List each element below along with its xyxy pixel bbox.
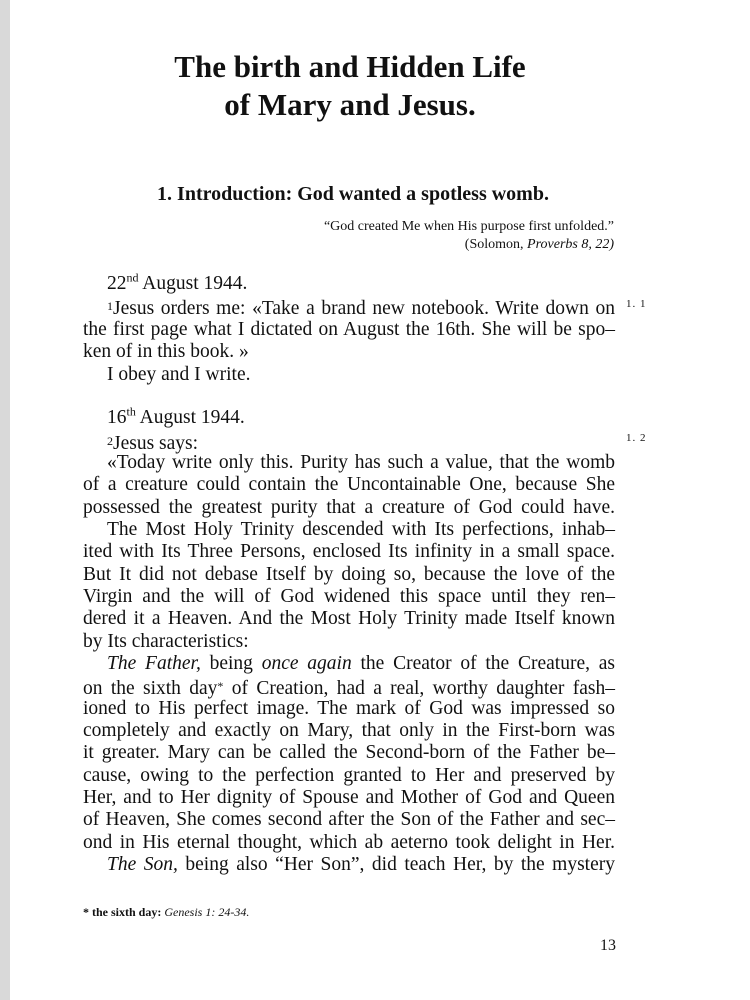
son-text: being also “Her Son”, did teach Her, by the mystery: [177, 854, 615, 875]
epigraph-source-prefix: (Solomon,: [464, 237, 528, 252]
page-number: 13: [600, 937, 616, 954]
father-line-4: completely and exactly on Mary, that only in the First-born was: [83, 720, 615, 741]
father-line-2-b: of Creation, had a real, worthy daughter fash–: [223, 678, 615, 699]
father-line-5: it greater. Mary can be called the Second-born of the Father be–: [83, 742, 615, 763]
title-line-1: The birth and Hidden Life: [174, 49, 526, 84]
page-edge-shadow: [0, 0, 10, 1000]
entry2-line-2: of a creature could contain the Uncontainable One, because She: [83, 474, 615, 495]
entry2-date-day: 16: [107, 407, 127, 428]
son-line-1: [83, 854, 615, 876]
entry2-date: [83, 404, 615, 429]
entry1-line-2: the first page what I dictated on August the 16th. She will be spo–: [83, 319, 615, 340]
entry1-margin-ref: 1. 1: [626, 298, 647, 310]
entry1-date: [83, 270, 615, 295]
epigraph-quote: “God created Me when His purpose first unfolded.”: [323, 219, 614, 234]
father-emph: once again: [261, 653, 352, 674]
entry2-line-4: The Most Holy Trinity descended with Its perfections, inhab–: [107, 519, 615, 540]
title-line-2: of Mary and Jesus.: [224, 87, 476, 122]
footnote-asterisk: *: [217, 679, 224, 693]
entry1-line-4: I obey and I write.: [107, 364, 251, 385]
entry1-date-suffix: nd: [126, 270, 139, 285]
father-line-7: Her, and to Her dignity of Spouse and Mother of God and Queen: [83, 787, 615, 808]
entry2-says-text: Jesus says:: [113, 433, 199, 454]
father-line-8: of Heaven, She comes second after the Son of the Father and sec–: [83, 809, 615, 830]
entry1-date-rest: August 1944.: [138, 273, 248, 294]
footnote-label: * the sixth day:: [83, 905, 162, 919]
entry1-line-3: ken of in this book. »: [83, 341, 249, 362]
section-heading: 1. Introduction: God wanted a spotless womb.: [157, 183, 549, 205]
father-text-b: the Creator of the Creature, as: [351, 653, 616, 674]
entry2-line-5: ited with Its Three Persons, enclosed Its infinity in a small space.: [83, 541, 615, 562]
entry2-marker: 2: [107, 434, 113, 448]
entry2-line-7: Virgin and the will of God widened this space until they ren–: [83, 586, 615, 607]
entry1-date-day: 22: [107, 273, 127, 294]
footnote: [83, 905, 249, 920]
father-line-9: ond in His eternal thought, which ab aeterno took delight in Her.: [83, 832, 615, 853]
father-line-2-a: on the sixth day: [83, 678, 218, 699]
father-line-3: ioned to His perfect image. The mark of God was impressed so: [83, 698, 615, 719]
entry2-line-8: dered it a Heaven. And the Most Holy Trinity made Itself known: [83, 608, 615, 629]
father-line-6: cause, owing to the perfection granted to Her and preserved by: [83, 765, 615, 786]
entry2-line-1: «Today write only this. Purity has such a value, that the womb: [107, 452, 615, 473]
entry2-date-suffix: th: [126, 404, 136, 419]
father-line-1: [83, 653, 615, 675]
entry2-line-9: by Its characteristics:: [83, 631, 249, 652]
entry2-date-rest: August 1944.: [135, 407, 245, 428]
epigraph-source: [0, 237, 614, 253]
father-label: The Father,: [107, 653, 201, 674]
entry1-marker: 1: [107, 299, 113, 313]
entry2-line-6: But It did not debase Itself by doing so, because the love of the: [83, 564, 615, 585]
father-text-a: being: [200, 653, 262, 674]
entry2-line-3: possessed the greatest purity that a creature of God could have.: [83, 497, 615, 518]
entry1-line-1-text: Jesus orders me: «Take a brand new notebook. Write down on: [113, 298, 615, 319]
footnote-ref: Genesis 1: 24-34.: [164, 905, 250, 919]
father-line-2: [83, 675, 615, 700]
entry1-line-1: [83, 295, 615, 320]
entry2-margin-ref: 1. 2: [626, 432, 647, 444]
son-label: The Son,: [107, 854, 178, 875]
epigraph-source-ref: Proverbs 8, 22): [527, 237, 614, 252]
